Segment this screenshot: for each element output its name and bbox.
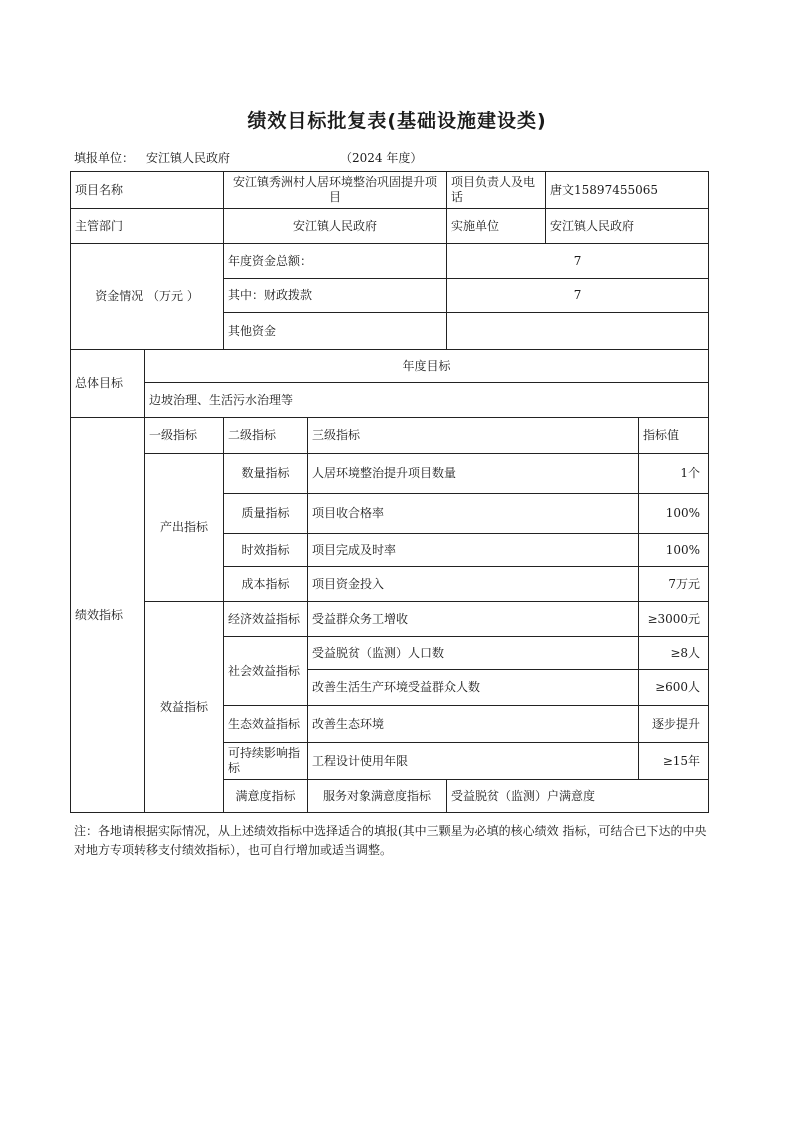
indicator-level3: 受益群众务工增收 — [308, 602, 639, 637]
performance-target-table — [70, 171, 709, 813]
indicator-level3: 改善生活生产环境受益群众人数 — [308, 670, 639, 706]
year-label: （2024 年度） — [340, 151, 423, 165]
footnote: 注：各地请根据实际情况，从上述绩效指标中选择适合的填报(其中三颗星为必填的核心绩效 指标，可结合已下达的中央对地方专项转移支付绩效指标），也可自行增加或适当调整。 — [74, 824, 707, 858]
indicator-value: 100% — [639, 494, 709, 534]
satisfaction-label: 满意度指标 — [224, 780, 308, 813]
header-level2: 二级指标 — [224, 418, 308, 454]
indicator-level3: 工程设计使用年限 — [308, 743, 639, 780]
funds-total-value: 7 — [447, 244, 709, 279]
indicator-value: ≥3000元 — [639, 602, 709, 637]
indicator-level2: 社会效益指标 — [224, 637, 308, 706]
header-level1: 一级指标 — [145, 418, 224, 454]
dept-row — [71, 209, 709, 244]
header-level3: 三级指标 — [308, 418, 639, 454]
indicator-level2: 服务对象满意度指标 — [308, 780, 447, 813]
indicator-level3: 受益脱贫（监测）户满意度 — [447, 780, 709, 813]
indicator-level2: 经济效益指标 — [224, 602, 308, 637]
funds-row — [71, 244, 709, 279]
indicator-value: 1个 — [639, 454, 709, 494]
header-value: 指标值 — [639, 418, 709, 454]
dept-label: 主管部门 — [71, 209, 224, 244]
indicator-value: ≥600人 — [639, 670, 709, 706]
indicator-level3: 项目资金投入 — [308, 567, 639, 602]
indicator-value: 100% — [639, 534, 709, 567]
indicator-level3: 受益脱贫（监测）人口数 — [308, 637, 639, 670]
project-contact-value: 唐文15897455065 — [546, 172, 709, 209]
perf-label: 绩效指标 — [71, 418, 145, 813]
goal-row — [71, 350, 709, 383]
indicator-value: 7万元 — [639, 567, 709, 602]
indicator-level2: 生态效益指标 — [224, 706, 308, 743]
indicator-level2: 可持续影响指标 — [224, 743, 308, 780]
form-title: 绩效目标批复表(基础设施建设类) — [247, 110, 547, 132]
impl-unit-value: 安江镇人民政府 — [546, 209, 709, 244]
funds-fiscal-label: 其中：财政拨款 — [224, 279, 447, 313]
benefit-label: 效益指标 — [145, 602, 224, 813]
funds-total-label: 年度资金总额： — [224, 244, 447, 279]
indicator-level3: 项目完成及时率 — [308, 534, 639, 567]
indicator-value: 逐步提升 — [639, 706, 709, 743]
funds-other-label: 其他资金 — [224, 313, 447, 350]
indicator-level3: 人居环境整治提升项目数量 — [308, 454, 639, 494]
dept-value: 安江镇人民政府 — [224, 209, 447, 244]
goal-text: 边坡治理、生活污水治理等 — [145, 383, 709, 418]
indicator-level3: 项目收合格率 — [308, 494, 639, 534]
indicator-level2: 数量指标 — [224, 454, 308, 494]
indicator-level2: 成本指标 — [224, 567, 308, 602]
indicator-row — [71, 602, 709, 637]
project-name-label: 项目名称 — [71, 172, 224, 209]
goal-label: 总体目标 — [71, 350, 145, 418]
impl-unit-label: 实施单位 — [447, 209, 546, 244]
goal-row — [71, 383, 709, 418]
indicator-level3: 改善生态环境 — [308, 706, 639, 743]
indicator-level2: 时效指标 — [224, 534, 308, 567]
goal-header: 年度目标 — [145, 350, 709, 383]
funds-other-value — [447, 313, 709, 350]
unit-value: 安江镇人民政府 — [146, 151, 231, 165]
output-label: 产出指标 — [145, 454, 224, 602]
project-name-value: 安江镇秀洲村人居环境整治巩固提升项目 — [224, 172, 447, 209]
unit-label: 填报单位： — [74, 151, 135, 165]
funds-fiscal-value: 7 — [447, 279, 709, 313]
indicator-value: ≥8人 — [639, 637, 709, 670]
funds-label: 资金情况 （万元 ） — [71, 244, 224, 350]
project-contact-label: 项目负责人及电话 — [447, 172, 546, 209]
indicator-header-row — [71, 418, 709, 454]
indicator-row — [71, 454, 709, 494]
indicator-value: ≥15年 — [639, 743, 709, 780]
project-row — [71, 172, 709, 209]
indicator-level2: 质量指标 — [224, 494, 308, 534]
